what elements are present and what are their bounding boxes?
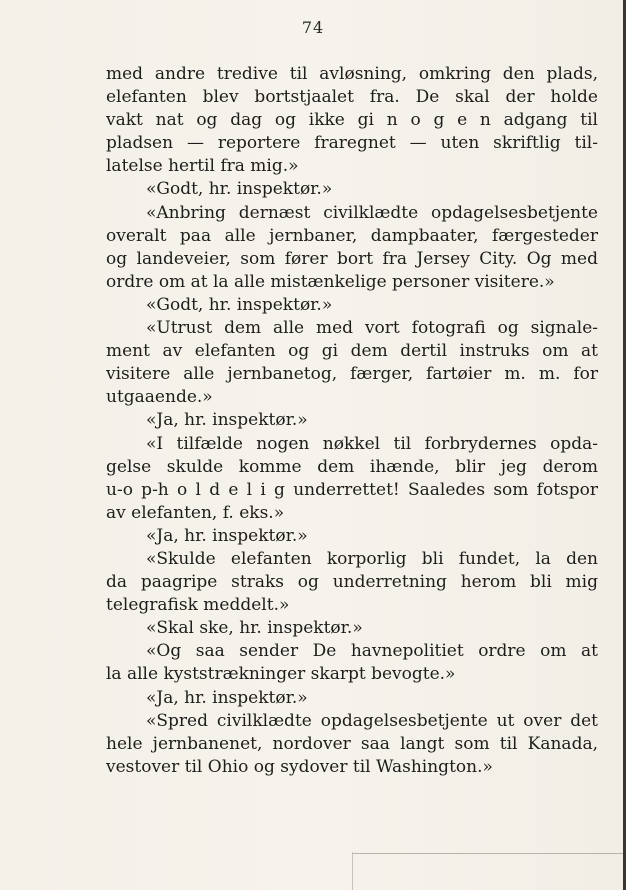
text-line: u-o p-h o l d e l i g underrettet! Saaledes som fotspor — [106, 479, 598, 500]
text-line: da paagripe straks og underretning herom bli mig — [106, 572, 598, 593]
text-line: overalt paa alle jernbaner, dampbaater, færgesteder — [106, 225, 598, 246]
text-line: «Anbring dernæst civilklædte opdagelsesbetjente — [146, 202, 598, 223]
body-text — [106, 63, 598, 779]
text-line: «Utrust dem alle med vort fotografi og signale- — [146, 318, 598, 339]
text-line: hele jernbanenet, nordover saa langt som til Kanada, — [106, 733, 598, 754]
scan-artifact-vertical-line — [352, 852, 353, 890]
text-line: og landeveier, som fører bort fra Jersey City. Og med — [106, 248, 598, 269]
text-line: vakt nat og dag og ikke gi n o g e n adgang til — [106, 110, 598, 131]
text-line: «Godt, hr. inspektør.» — [146, 294, 333, 315]
text-line: ment av elefanten og gi dem dertil instruks om at — [106, 341, 598, 362]
text-line: telegrafisk meddelt.» — [106, 595, 290, 616]
text-line: utgaaende.» — [106, 387, 213, 408]
scan-artifact-line — [353, 853, 623, 854]
page-number: 74 — [301, 18, 325, 37]
text-line: ordre om at la alle mistænkelige personer visitere.» — [106, 271, 555, 292]
text-line: la alle kyststrækninger skarpt bevogte.» — [106, 664, 456, 685]
text-line: «Skulde elefanten korporlig bli fundet, la den — [146, 548, 598, 569]
text-line: med andre tredive til avløsning, omkring den plads, — [106, 64, 598, 84]
text-line: «Ja, hr. inspektør.» — [146, 525, 308, 546]
text-line: vestover til Ohio og sydover til Washington.» — [106, 756, 493, 777]
text-line: av elefanten, f. eks.» — [106, 502, 285, 523]
text-line: elefanten blev bortstjaalet fra. De skal der holde — [106, 87, 598, 108]
text-line: latelse hertil fra mig.» — [106, 156, 299, 177]
text-line: «Ja, hr. inspektør.» — [146, 687, 308, 708]
text-line: «Skal ske, hr. inspektør.» — [146, 618, 363, 639]
text-line: «Og saa sender De havnepolitiet ordre om at — [146, 641, 598, 662]
text-line: «Spred civilklædte opdagelsesbetjente ut over det — [146, 710, 598, 731]
text-line: «I tilfælde nogen nøkkel til forbrydernes opda- — [146, 433, 598, 454]
text-line: gelse skulde komme dem ihænde, blir jeg derom — [106, 456, 598, 477]
text-line: pladsen — reportere fraregnet — uten skriftlig til- — [106, 133, 598, 154]
text-line: «Godt, hr. inspektør.» — [146, 179, 333, 200]
text-line: visitere alle jernbanetog, færger, fartøier m. m. for — [106, 364, 598, 385]
text-line: «Ja, hr. inspektør.» — [146, 410, 308, 431]
